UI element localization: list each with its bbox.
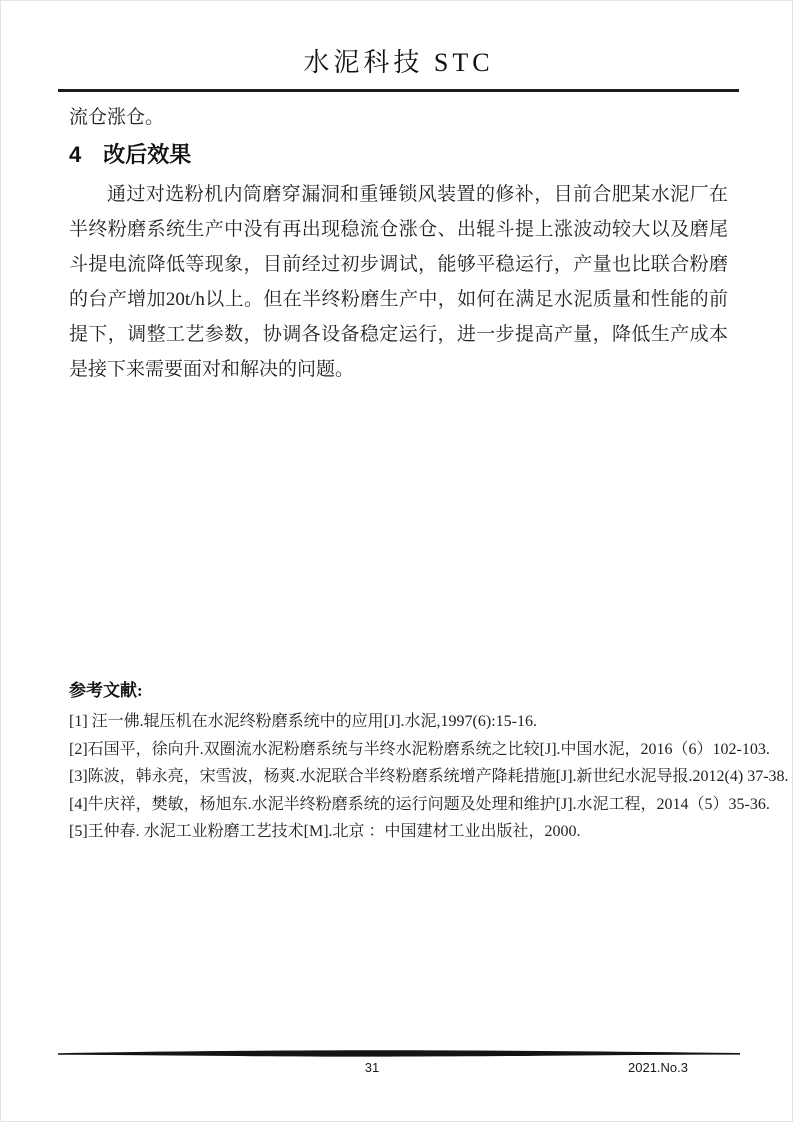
body-paragraph: 通过对选粉机内筒磨穿漏洞和重锤锁风装置的修补，目前合肥某水泥厂在半终粉磨系统生产中没有再出现稳流仓涨仓、出辊斗提上涨波动较大以及磨尾斗提电流降低等现象，目前经过初步调试，能够平稳运行，产量也比联合粉磨的台产增加20t/h以上。但在半终粉磨生产中，如何在满足水泥质量和性能的前提下，调整工艺参数，协调各设备稳定运行，进一步提高产量，降低生产成本是接下来需要面对和解决的问题。 [69, 184, 728, 380]
page-number: 31 [364, 1060, 380, 1075]
footer-row [58, 1060, 740, 1078]
references-heading: 参考文献: [69, 681, 143, 700]
section-title: 改后效果 [103, 142, 192, 167]
page-content [69, 1, 789, 846]
carryover-text: 流仓涨仓。 [69, 107, 165, 128]
reference-item: [2]石国平，徐向升.双圈流水泥粉磨系统与半终水泥粉磨系统之比较[J].中国水泥，2016（6）102-103. [69, 740, 770, 758]
reference-list [69, 708, 789, 846]
section-heading [69, 140, 728, 170]
issue-label: 2021.No.3 [628, 1060, 688, 1075]
reference-item: [5]王仲春. 水泥工业粉磨工艺技术[M].北京 ：中国建材工业出版社，2000. [69, 823, 581, 840]
reference-item: [1] 汪一佛.辊压机在水泥终粉磨系统中的应用[J].水泥,1997(6):15-16. [69, 713, 537, 730]
header-rule [58, 89, 739, 92]
footer-rule [58, 1050, 740, 1058]
reference-item: [3]陈波，韩永亮，宋雪波，杨爽.水泥联合半终粉磨系统增产降耗措施[J].新世纪水泥导报.2012(4) 37-38. [69, 768, 789, 785]
section-number: 4 [69, 142, 82, 167]
reference-item: [4]牛庆祥，樊敏，杨旭东.水泥半终粉磨系统的运行问题及处理和维护[J].水泥工程，2014（5）35-36. [69, 795, 770, 813]
journal-title: 水泥科技 STC [303, 48, 494, 77]
references-section [69, 679, 789, 846]
page-footer [58, 1050, 740, 1078]
